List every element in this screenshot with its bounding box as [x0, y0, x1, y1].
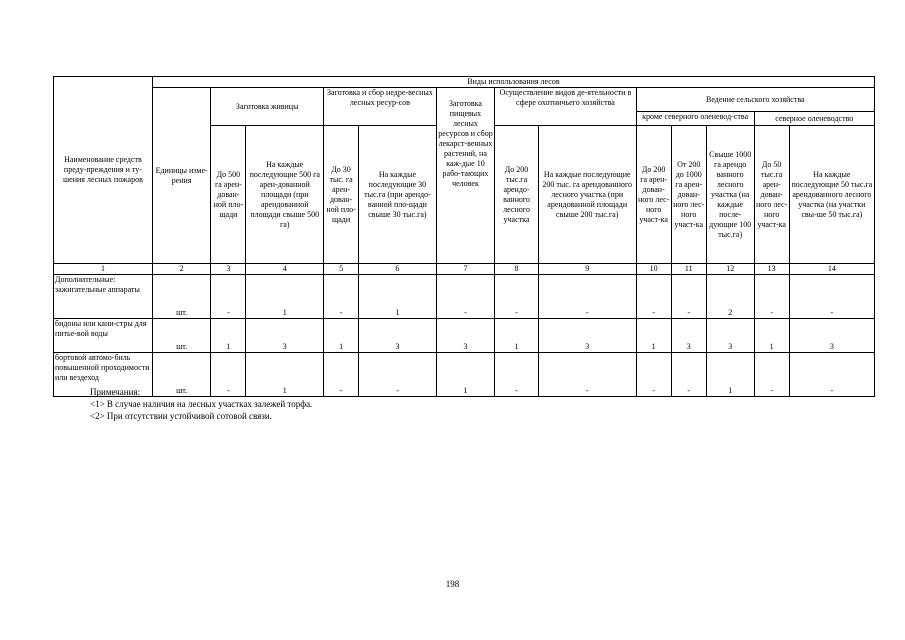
table-cell: 3 [789, 319, 874, 353]
table-cell: - [789, 275, 874, 319]
col-header-unit: Единицы изме-рения [152, 88, 210, 264]
table-cell: - [671, 275, 706, 319]
table-row [54, 275, 875, 319]
table-cell: 1 [495, 319, 539, 353]
table-cell: - [324, 275, 359, 319]
table-cell: 3 [706, 319, 754, 353]
column-number: 13 [754, 264, 789, 275]
table-cell: - [495, 275, 539, 319]
row-unit: шт. [152, 319, 210, 353]
table-cell: - [754, 275, 789, 319]
table-cell: - [211, 275, 246, 319]
row-name: Дополнительные: зажигательные аппараты [54, 275, 153, 319]
col-group-agriculture: Ведение сельского хозяйства [636, 88, 874, 112]
table-cell: 1 [706, 353, 754, 397]
table-cell: 3 [359, 319, 437, 353]
column-number: 11 [671, 264, 706, 275]
column-number: 7 [436, 264, 494, 275]
column-number: 8 [495, 264, 539, 275]
col-group-hunting: Осуществление видов де-ятельности в сфере охотничьего хозяйства [495, 88, 636, 126]
column-number: 10 [636, 264, 671, 275]
col-group-nonwood: Заготовка и сбор недре-весных лесных ресур-сов [324, 88, 437, 126]
column-number: 2 [152, 264, 210, 275]
col-header-13: До 50 тыс.га арен-дован-ного лес-ного участ-ка [754, 126, 789, 264]
table-cell: - [324, 353, 359, 397]
row-name: бортовой автомо-биль повышенной проходимости или вездеход [54, 353, 153, 397]
row-unit: шт. [152, 275, 210, 319]
col-header-8: До 200 тыс.га арендо-ванного лесного участка [495, 126, 539, 264]
col-group-resin: Заготовка живицы [211, 88, 324, 126]
notes-title: Примечания: [90, 387, 141, 397]
table-cell: - [538, 353, 636, 397]
table-cell: - [789, 353, 874, 397]
col-header-9: На каждые последующие 200 тыс. га арендованного лесного участка (при арендованной площади свыше 200 тыс.га) [538, 126, 636, 264]
table-cell: 2 [706, 275, 754, 319]
table-cell: 3 [671, 319, 706, 353]
table-cell: 3 [436, 319, 494, 353]
table-cell: 1 [754, 319, 789, 353]
column-number: 12 [706, 264, 754, 275]
col-header-5: До 30 тыс. га арен-дован-ной пло-щади [324, 126, 359, 264]
col-group-except-reindeer: кроме северного оленевод-ства [636, 112, 754, 126]
page-number: 198 [445, 579, 460, 589]
col-header-14: На каждые последующие 50 тыс.га арендованного лесного участка (на участки свы-ше 50 тыс.га) [789, 126, 874, 264]
column-number: 5 [324, 264, 359, 275]
table-cell: - [754, 353, 789, 397]
table-cell: - [636, 353, 671, 397]
table-cell: - [359, 353, 437, 397]
column-number: 4 [246, 264, 324, 275]
fire-equipment-table [53, 76, 875, 397]
column-number: 3 [211, 264, 246, 275]
column-number: 9 [538, 264, 636, 275]
row-name: бидоны или кани-стры для питье-вой воды [54, 319, 153, 353]
col-header-3: До 500 га арен-дован-ной пло-щади [211, 126, 246, 264]
table-cell: 3 [246, 319, 324, 353]
table-cell: 1 [211, 319, 246, 353]
column-number: 1 [54, 264, 153, 275]
table-cell: - [671, 353, 706, 397]
note-item: <1> В случае наличия на лесных участках залежей торфа. [90, 399, 313, 409]
col-header-12: Свыше 1000 га арендо ванного лесного участка (на каждые после-дующие 100 тыс.га) [706, 126, 754, 264]
table-cell: 1 [359, 275, 437, 319]
col-header-10: До 200 га арен-дован-ного лес-ного участ-ка [636, 126, 671, 264]
column-number: 14 [789, 264, 874, 275]
col-group-forest-use: Виды использования лесов [152, 77, 874, 88]
table-row [54, 319, 875, 353]
table-cell: 1 [246, 353, 324, 397]
col-header-name: Наименование средств преду-преждения и ту-шения лесных пожаров [54, 77, 153, 264]
table-cell: 1 [246, 275, 324, 319]
column-number: 6 [359, 264, 437, 275]
table-cell: - [636, 275, 671, 319]
col-group-reindeer: северное оленеводство [754, 112, 874, 126]
table-cell: 1 [636, 319, 671, 353]
col-header-4: На каждые последующие 500 га арен-дованной площади (при арендованной площади свыше 500 га) [246, 126, 324, 264]
row-unit: шт. [152, 353, 210, 397]
col-header-food: Заготовка пищевых лесных ресурсов и сбор лекарст-венных растений, на каж-дые 10 рабо-тающих человек [436, 88, 494, 264]
table-cell: 1 [324, 319, 359, 353]
table-cell: - [211, 353, 246, 397]
col-header-6: На каждые последующие 30 тыс.га (при арендо-ванной пло-щади свыше 30 тыс.га) [359, 126, 437, 264]
table-cell: 3 [538, 319, 636, 353]
note-item: <2> При отсутствии устойчивой сотовой связи. [90, 411, 272, 421]
table-cell: 1 [436, 353, 494, 397]
notes-block [90, 386, 312, 422]
table-cell: - [538, 275, 636, 319]
column-numbers-row [54, 264, 875, 275]
table-cell: - [436, 275, 494, 319]
col-header-11: От 200 до 1000 га арен-дован-ного лес-ного участ-ка [671, 126, 706, 264]
table-cell: - [495, 353, 539, 397]
